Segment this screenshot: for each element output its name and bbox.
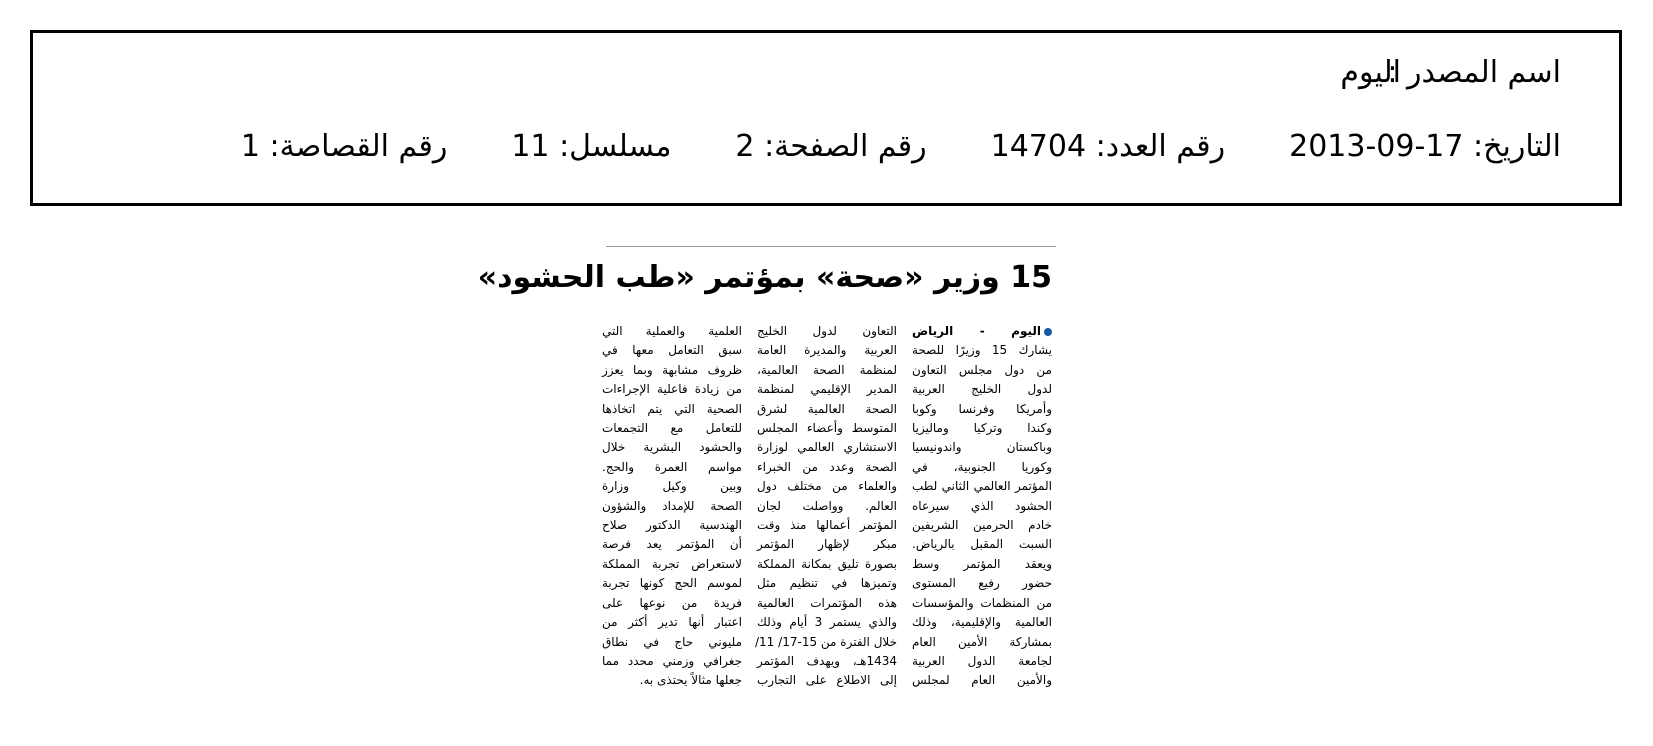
article-text-line: اعتبار أنها تدير أكثر من	[602, 615, 742, 630]
page-value: 2	[735, 129, 755, 164]
article-text-line: لجامعة الدول العربية	[912, 653, 1052, 668]
article-byline: اليوم - الرياض	[912, 322, 1052, 341]
source-label: اسم المصدر :	[1387, 55, 1561, 90]
article-text-line: العالمية والإقليمية، وذلك	[912, 615, 1052, 630]
clip-label: رقم القصاصة:	[269, 129, 448, 164]
article-text-line: وبين وكيل وزارة	[602, 479, 742, 494]
source-value: اليوم	[1340, 55, 1401, 90]
article-text-line: والذي يستمر 3 أيام وذلك	[757, 615, 897, 630]
article-text-line: والأمين العام لمجلس	[912, 673, 1052, 688]
article-text-line: وباكستان واندونيسيا	[912, 440, 1052, 455]
article-text-line: الحشود الذي سيرعاه	[912, 498, 1052, 513]
article-text-line: إلى الاطلاع على التجارب	[757, 673, 897, 688]
article-text-line: خادم الحرمين الشريفين	[912, 518, 1052, 533]
page-label: رقم الصفحة:	[764, 129, 927, 164]
article-text-line: مليوني حاج في نطاق	[602, 634, 742, 649]
article-text-line: لموسم الحج كونها تجربة	[602, 576, 742, 591]
article-text-line: العربية والمديرة العامة	[757, 343, 897, 358]
article-text-line: وكندا وتركيا وماليزيا	[912, 421, 1052, 436]
date-field	[1289, 129, 1561, 164]
newspaper-clipping	[477, 240, 1060, 710]
article-text-line: بصورة تليق بمكانة المملكة	[757, 556, 897, 571]
article-text-line: السبت المقبل بالرياض.	[912, 537, 1052, 552]
metadata-row	[241, 129, 1561, 164]
article-text-line: وأمريكا وفرنسا وكوبا	[912, 401, 1052, 416]
article-text-line: المؤتمر العالمي الثاني لطب	[912, 479, 1052, 494]
article-column-1	[912, 322, 1052, 691]
article-text-line: الصحة العالمية لشرق	[757, 401, 897, 416]
clip-value: 1	[240, 129, 260, 164]
article-headline: 15 وزير «صحة» بمؤتمر «طب الحشود»	[477, 260, 1052, 295]
source-row	[1340, 55, 1561, 90]
article-text-line: العالم. وواصلت لجان	[757, 498, 897, 513]
article-text-line: الصحة وعدد من الخبراء	[757, 459, 897, 474]
article-text-line: جغرافي وزمني محدد مما	[602, 653, 742, 668]
article-text-line: والحشود البشرية خلال	[602, 440, 742, 455]
issue-value: 14704	[990, 129, 1087, 164]
article-text-line: من زيادة فاعلية الإجراءات	[602, 382, 742, 397]
article-text-line: لدول الخليج العربية	[912, 382, 1052, 397]
article-text-line: الاستشاري العالمي لوزارة	[757, 440, 897, 455]
article-text-line: والعلماء من مختلف دول	[757, 479, 897, 494]
article-text-line: 1434هـ، ويهدف المؤتمر	[757, 653, 897, 668]
article-text-line: من دول مجلس التعاون	[912, 362, 1052, 377]
article-text-line: الهندسية الدكتور صلاح	[602, 518, 742, 533]
article-text-line: الصحة للإمداد والشؤون	[602, 498, 742, 513]
article-text-line: التعاون لدول الخليج	[757, 324, 897, 338]
serial-label: مسلسل:	[559, 129, 672, 164]
article-text-line: فريدة من نوعها على	[602, 595, 742, 610]
article-text-line: وكوريا الجنوبية، في	[912, 459, 1052, 474]
article-text-line: خلال الفترة من 15-17/ 11/	[755, 634, 897, 649]
issue-field	[991, 129, 1225, 164]
bullet-dot-icon	[1044, 328, 1052, 336]
article-text-line: حضور رفيع المستوى	[912, 576, 1052, 591]
article-text-line: العلمية والعملية التي	[602, 324, 742, 338]
article-text-line: لمنظمة الصحة العالمية،	[757, 362, 897, 377]
source-info-box	[30, 30, 1622, 206]
clip-field	[241, 129, 447, 164]
article-text-line: بمشاركة الأمين العام	[912, 634, 1052, 649]
article-text-line: جعلها مثالاً يحتذى به.	[639, 673, 742, 688]
article-text-line: يشارك 15 وزيرًا للصحة	[912, 343, 1052, 358]
article-text-line: سبق التعامل معها في	[602, 343, 742, 358]
page-field	[735, 129, 926, 164]
article-text-line: مواسم العمرة والحج.	[602, 459, 742, 474]
article-text-line: المدير الإقليمي لمنظمة	[757, 382, 897, 397]
article-text-line: مبكر لإظهار المؤتمر	[757, 537, 897, 552]
article-text-line: الصحية التي يتم اتخاذها	[602, 401, 742, 416]
article-text-line: المتوسط وأعضاء المجلس	[757, 421, 897, 436]
article-text-line: من المنظمات والمؤسسات	[912, 595, 1052, 610]
article-text-line: ظروف مشابهة وبما يعزز	[602, 362, 742, 377]
article-text-line: لاستعراض تجربة المملكة	[602, 556, 742, 571]
article-text-line: وتميزها في تنظيم مثل	[757, 576, 897, 591]
article-column-2	[757, 322, 897, 691]
date-value: 2013-09-17	[1289, 129, 1464, 164]
article-text-line: المؤتمر أعمالها منذ وقت	[757, 518, 897, 533]
issue-label: رقم العدد:	[1095, 129, 1226, 164]
headline-rule	[606, 246, 1056, 247]
article-columns	[602, 322, 1052, 691]
article-text-line: هذه المؤتمرات العالمية	[757, 595, 897, 610]
serial-field	[511, 129, 671, 164]
article-text-line: ويعقد المؤتمر وسط	[912, 556, 1052, 571]
date-label: التاريخ:	[1473, 129, 1561, 164]
article-text-line: أن المؤتمر يعد فرصة	[602, 537, 742, 552]
article-column-3	[602, 322, 742, 691]
serial-value: 11	[511, 129, 550, 164]
article-text-line: للتعامل مع التجمعات	[602, 421, 742, 436]
